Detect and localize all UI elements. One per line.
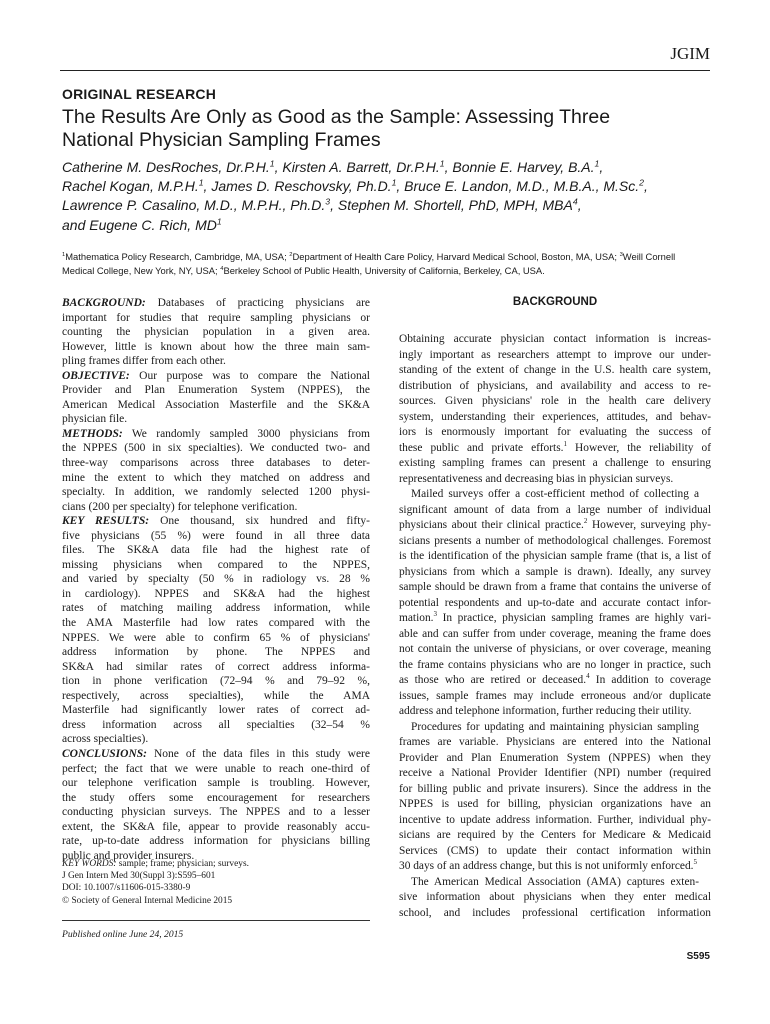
abstract-text: important for studies that require sampling physicians or (62, 311, 370, 324)
affiliation-marker: 1 (198, 177, 204, 188)
abstract-line (62, 762, 370, 777)
affiliation-marker: 1 (216, 215, 222, 226)
abstract-line (62, 427, 370, 442)
author-name: and Eugene C. Rich, MD (62, 216, 217, 233)
abstract-text: five physicians (55 %) were found in all three data (62, 529, 370, 542)
abstract-line (62, 456, 370, 471)
abstract-text: respectively, across specialties), while the AMA (62, 689, 370, 702)
body-text-run: In addition to coverage (589, 674, 711, 686)
abstract-line (62, 572, 370, 587)
abstract-label: OBJECTIVE: (62, 369, 130, 382)
affiliations (62, 250, 710, 278)
affiliation-marker: 2 (289, 251, 293, 258)
abstract-text: and varied by specialty (50 % in radiology vs. 28 % (62, 573, 370, 586)
body-line (399, 596, 711, 612)
body-text-run: potential respondents and up-to-date and accurate contact infor- (399, 596, 711, 609)
body-text-run: However, surveying phy- (587, 519, 711, 531)
author-line (62, 216, 722, 235)
citation: J Gen Intern Med 30(Suppl 3):S595–601 (62, 871, 216, 882)
abstract-label: BACKGROUND: (62, 297, 146, 309)
title-line: National Physician Sampling Frames (62, 129, 381, 151)
author-name: Rachel Kogan, M.P.H. (62, 178, 199, 195)
body-text-run: is the identification of the physician sample frame (that is, a list of (399, 550, 711, 562)
article-category: ORIGINAL RESEARCH (62, 86, 217, 102)
abstract (62, 296, 370, 863)
abstract-text: extent, the SK&A file, appear to provide reasonably accu- (62, 820, 370, 833)
abstract-line (62, 601, 370, 616)
body-text-run: The American Medical Association (AMA) captures exten- (411, 875, 699, 888)
abstract-line (62, 732, 370, 747)
body-text-run: 30 days of an address change, but this is not uniformly enforced. (399, 860, 694, 872)
abstract-text: address information by phone. The NPPES and (62, 646, 370, 659)
affiliation-text: Berkeley School of Public Health, University of California, Berkeley, CA, USA. (223, 265, 545, 276)
body-line (399, 410, 711, 426)
body-line (399, 394, 711, 410)
abstract-text: Masterfile had significantly lower rates of correct ad- (62, 704, 370, 717)
author-line (62, 158, 722, 177)
published-rule (62, 920, 370, 921)
body-text-run: In practice, physician sampling frames are highly vari- (437, 612, 711, 624)
article-meta (62, 858, 372, 907)
article-title (62, 106, 702, 152)
abstract-line (62, 834, 370, 849)
affiliation-marker: 1 (594, 158, 600, 169)
affiliation-marker: 2 (639, 177, 644, 188)
body-text-run: incentive to update address information. Further, individual phy- (399, 813, 711, 826)
abstract-text: missing physicians when compared to the NPPES, (62, 558, 370, 571)
abstract-label: KEY RESULTS: (62, 515, 150, 528)
body-line (399, 704, 711, 720)
journal-name: JGIM (670, 44, 710, 63)
header-rule (60, 70, 710, 71)
abstract-text: files. The SK&A data file had the highest rate of (62, 544, 370, 557)
abstract-line (62, 412, 370, 427)
author-name: , Bruce E. Landon, M.D., M.B.A., M.Sc. (396, 178, 640, 195)
body-line (399, 472, 711, 488)
page-number: S595 (686, 951, 710, 962)
body-line (399, 735, 711, 751)
body-line (399, 673, 711, 689)
body-line (399, 487, 711, 503)
body-line (399, 503, 711, 519)
abstract-line (62, 747, 370, 762)
affiliation-marker: 4 (220, 265, 224, 272)
author-name: Catherine M. DesRoches, Dr.P.H. (62, 159, 270, 175)
body-text-run: frames are variable. Physicians are entered into the National (399, 736, 711, 748)
abstract-text: rates of matching mailing address information, while (62, 602, 370, 615)
author-name: , Bonnie E. Harvey, B.A. (444, 159, 595, 175)
body-line (399, 689, 711, 705)
abstract-text: our telephone verification sample is troubling. However, (62, 777, 370, 790)
body-line (399, 890, 711, 906)
body-line (399, 844, 711, 860)
abstract-text: dress information across all specialties (32–54 % (62, 718, 370, 731)
author-name: , (577, 197, 582, 214)
author-list (62, 158, 722, 235)
abstract-line (62, 674, 370, 689)
affiliation-marker: 3 (619, 251, 623, 258)
body-text-run: for billing public and private insurers). Since the address in the (399, 782, 711, 795)
abstract-text: the study offers some encouragement for researchers (62, 791, 370, 804)
abstract-text: mine the extent to which they matched on address and (62, 471, 370, 484)
body-text-run: standing of the extent of change in the U.S. health care system, (399, 364, 711, 376)
body-text-run: Obtaining accurate physician contact information is increas- (399, 333, 711, 345)
abstract-text: pling frames differ from each other. (62, 355, 226, 368)
body-line (399, 379, 711, 395)
citation-marker: 4 (586, 672, 590, 681)
body-line (399, 565, 711, 581)
affiliation-line (62, 264, 710, 278)
abstract-line (62, 471, 370, 486)
author-name: Lawrence P. Casalino, M.D., M.P.H., Ph.D. (62, 197, 326, 214)
abstract-text: across specialties). (62, 733, 149, 746)
abstract-line (62, 558, 370, 573)
keywords-text: sample; frame; physician; surveys. (116, 859, 249, 869)
copyright: © Society of General Internal Medicine 2015 (62, 895, 233, 906)
body-text-run: However, the reliability of (567, 441, 711, 454)
body-line (399, 549, 711, 565)
published-date: Published online June 24, 2015 (62, 929, 184, 940)
abstract-text: three-way comparisons across three databases to deter- (62, 457, 370, 470)
body-text-run: these public and private efforts. (399, 441, 564, 454)
abstract-line (62, 660, 370, 675)
abstract-text: American Medical Association Masterfile and the SK&A (62, 398, 370, 411)
body-text-run: able and can suffer from under coverage, meaning the frame does (399, 627, 711, 640)
abstract-line (62, 296, 370, 311)
affiliation-text: Weill Cornell (622, 251, 676, 262)
body-text-run: sample should be drawn from a frame that contains the universe of (399, 581, 711, 593)
body-line (399, 425, 711, 441)
abstract-line (62, 645, 370, 660)
abstract-line (62, 441, 370, 456)
body-text-run: Services (CMS) to update their contact information within (399, 844, 711, 857)
abstract-text: NPPES. We were able to confirm 65 % of physicians' (62, 631, 370, 644)
body-text (399, 332, 711, 921)
affiliation-marker: 3 (325, 196, 331, 207)
body-text-run: ingly important as researchers attempt to improve our under- (399, 348, 711, 361)
abstract-text: Provider and Plan Enumeration System (NPPES), the (62, 384, 370, 397)
abstract-text: counting the physician population in a given area. (62, 326, 370, 339)
abstract-text: physician file. (62, 413, 128, 426)
author-line (62, 177, 722, 196)
affiliation-text: Mathematica Policy Research, Cambridge, MA, USA; (65, 251, 290, 262)
abstract-text: We randomly sampled 3000 physicians from (122, 427, 370, 440)
body-line (399, 751, 711, 767)
abstract-line (62, 543, 370, 558)
affiliation-marker: 1 (439, 158, 445, 169)
abstract-line (62, 587, 370, 602)
body-text-run: iors is enormously important for evaluating the success of (399, 426, 711, 438)
body-line (399, 627, 711, 643)
body-line (399, 859, 711, 875)
body-line (399, 766, 711, 782)
body-line (399, 611, 711, 627)
abstract-text: the AMA Masterfile had low rates compared with the (62, 617, 370, 630)
body-line (399, 828, 711, 844)
body-text-run: as those who are retired or deceased. (399, 674, 587, 686)
affiliation-marker: 1 (391, 177, 397, 188)
body-line (399, 720, 711, 736)
section-heading-background: BACKGROUND (512, 296, 598, 308)
abstract-line (62, 383, 370, 398)
abstract-line (62, 354, 370, 369)
abstract-line (62, 398, 370, 413)
body-line (399, 348, 711, 364)
body-text-run: sources. Given physicians' role in the health care delivery (399, 395, 711, 407)
abstract-line (62, 689, 370, 704)
author-name: , (643, 178, 648, 195)
body-text-run: not contain the universe of physicians, or over coverage, meaning (399, 643, 711, 655)
body-line (399, 658, 711, 674)
title-line: The Results Are Only as Good as the Sample: Assessing Three (62, 106, 611, 128)
author-name: , (599, 159, 604, 175)
body-text-run: NPPES is used for billing, physician organizations have an (399, 798, 711, 810)
keywords-label: KEY WORDS: (62, 859, 117, 869)
abstract-text: Our purpose was to compare the National (129, 369, 370, 382)
affiliation-marker: 1 (269, 158, 275, 169)
abstract-line (62, 776, 370, 791)
body-text-run: school, and includes professional certification information (399, 906, 711, 919)
body-text-run: significant amount of data from a large number of individual (399, 503, 711, 516)
body-line (399, 534, 711, 550)
abstract-text: rate, up-to-date address information for physicians billing (62, 835, 370, 848)
body-line (399, 518, 711, 534)
citation-marker: 2 (583, 517, 588, 526)
affiliation-text: Department of Health Care Policy, Harvard Medical School, Boston, MA, USA; (292, 251, 620, 262)
body-line (399, 906, 711, 922)
body-text-run: Mailed surveys offer a cost-efficient method of collecting a (411, 488, 699, 500)
abstract-line (62, 340, 370, 355)
abstract-line (62, 791, 370, 806)
abstract-text: the NPPES (500 in six specialties). We conducted two- and (62, 442, 370, 455)
abstract-line (62, 820, 370, 835)
abstract-line (62, 718, 370, 733)
author-line (62, 196, 722, 215)
citation-marker: 1 (563, 439, 568, 448)
body-text-run: Procedures for updating and maintaining physician sampling (411, 720, 699, 733)
body-text-run: issues, sample frames may include erroneous and/or duplicate (399, 689, 711, 702)
abstract-line (62, 500, 370, 515)
abstract-text: However, little is known about how the three main sam- (62, 340, 370, 353)
body-line (399, 797, 711, 813)
body-text-run: the frame contains physicians who are no longer in practice, such (399, 658, 711, 671)
body-text-run: sive information about physicians when they enter medical (399, 891, 711, 903)
body-text-run: sicians are required by the Centers for Medicare & Medicaid (399, 829, 711, 841)
body-line (399, 332, 711, 348)
abstract-text: Databases of practicing physicians are (145, 297, 370, 309)
abstract-text: conducting physician surveys. The NPPES and to a lesser (62, 806, 370, 819)
abstract-text: specialty. In addition, we randomly selected 1200 physi- (62, 486, 370, 499)
body-line (399, 642, 711, 658)
citation-marker: 3 (433, 610, 438, 619)
body-text-run: physicians from which a sample is drawn). Ideally, any survey (399, 565, 711, 578)
abstract-line (62, 514, 370, 529)
body-line (399, 580, 711, 596)
abstract-label: CONCLUSIONS: (62, 747, 147, 760)
body-text-run: receive a National Provider Identifier (NPI) number (required (399, 767, 711, 779)
abstract-text: perfect; the fact that we were unable to reach one-third of (62, 762, 370, 775)
body-line (399, 363, 711, 379)
abstract-label: METHODS: (62, 427, 123, 440)
body-line (399, 782, 711, 798)
abstract-text: None of the data files in this study were (147, 747, 370, 760)
body-text-run: representativeness and decreasing bias in physician surveys. (399, 472, 674, 485)
abstract-text: One thousand, six hundred and fifty- (149, 515, 370, 528)
body-text-run: distribution of physicians, and availability and access to re- (399, 379, 711, 392)
body-text-run: address and telephone information, further reducing their utility. (399, 705, 692, 717)
affiliation-text: Medical College, New York, NY, USA; (62, 265, 221, 276)
abstract-text: SK&A had similar rates of correct address informa- (62, 660, 370, 673)
abstract-text: cians (200 per specialty) for telephone verification. (62, 500, 298, 513)
author-name: , James D. Reschovsky, Ph.D. (203, 178, 392, 195)
affiliation-marker: 1 (62, 251, 66, 258)
affiliation-line (62, 250, 710, 264)
body-text-run: physicians about their clinical practice. (399, 519, 584, 531)
abstract-text: tion in phone verification (72–94 % and 79–92 %, (62, 675, 370, 688)
abstract-line (62, 529, 370, 544)
body-line (399, 441, 711, 457)
affiliation-marker: 4 (572, 196, 578, 207)
abstract-text: public and provider insurers. (62, 849, 195, 862)
body-line (399, 456, 711, 472)
body-text-run: existing sampling frames can present a challenge to ensuring (399, 457, 711, 469)
abstract-line (62, 369, 370, 384)
abstract-line (62, 805, 370, 820)
keywords (62, 858, 372, 870)
body-line (399, 875, 711, 891)
author-name: , Kirsten A. Barrett, Dr.P.H. (274, 159, 440, 175)
body-text-run: system, understanding their experiences, attitudes, and behav- (399, 410, 711, 423)
abstract-line (62, 703, 370, 718)
abstract-line (62, 631, 370, 646)
abstract-line (62, 325, 370, 340)
author-name: , Stephen M. Shortell, PhD, MPH, MBA (330, 197, 573, 214)
body-text-run: mation. (399, 612, 434, 624)
abstract-line (62, 616, 370, 631)
abstract-line (62, 485, 370, 500)
body-text-run: sicians presents a number of methodological challenges. Foremost (399, 534, 711, 547)
body-line (399, 813, 711, 829)
doi: DOI: 10.1007/s11606-015-3380-9 (62, 883, 191, 894)
abstract-line (62, 311, 370, 326)
citation-marker: 5 (693, 858, 698, 867)
body-text-run: Provider and Plan Enumeration System (NPPES) when they (399, 751, 711, 764)
abstract-text: in cardiology). NPPES and SK&A had the highest (62, 587, 370, 600)
